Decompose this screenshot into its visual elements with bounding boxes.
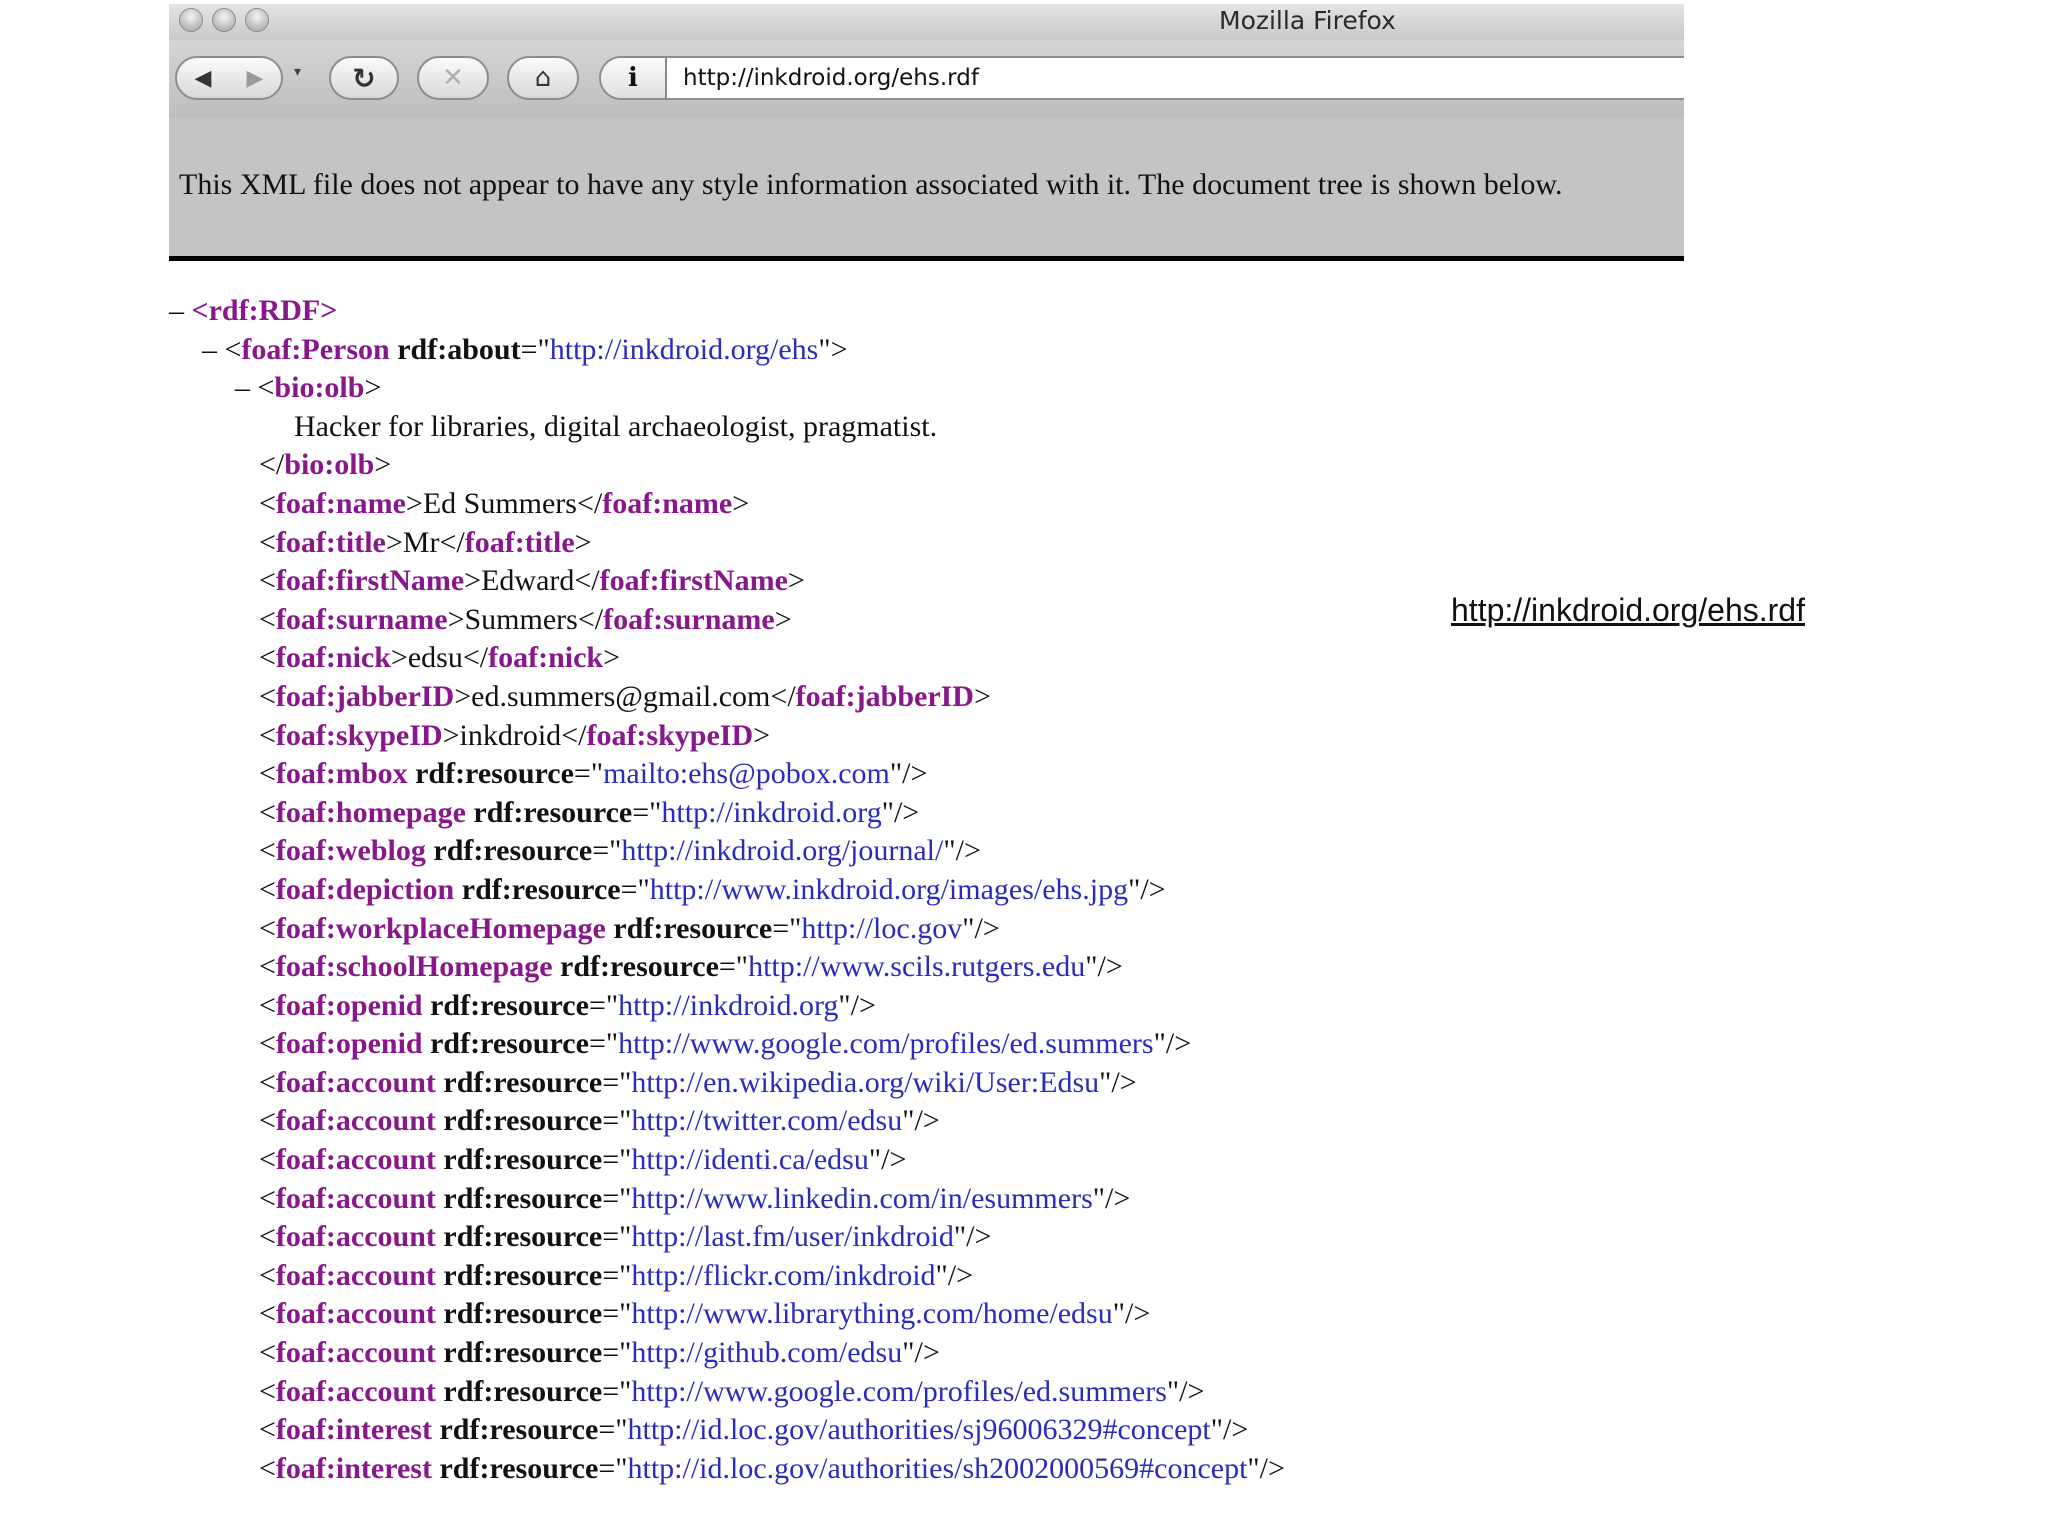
home-button[interactable] (507, 56, 579, 100)
xml-attr-name: rdf:resource (443, 1258, 603, 1292)
xml-bracket: =" (573, 757, 604, 791)
xml-close-tag-name: foaf:title (464, 525, 575, 559)
xml-resource-element-line (169, 1141, 1285, 1180)
xml-resource-element-line (169, 1373, 1285, 1412)
xml-resource-element-line (169, 1295, 1285, 1334)
xml-attr-value: http://www.inkdroid.org/images/ehs.jpg (649, 872, 1129, 906)
xml-resource-element-line (169, 871, 1285, 910)
xml-bracket: < (259, 564, 276, 598)
xml-bracket: "/> (962, 911, 1000, 945)
xml-attr-name: rdf:resource (443, 1181, 603, 1215)
xml-bracket: < (259, 1258, 276, 1292)
xml-text-element-line (169, 601, 1285, 640)
xml-text-element-line (169, 485, 1285, 524)
xml-attr-name: rdf:resource (560, 950, 719, 984)
xml-bracket: "/> (943, 834, 981, 868)
xml-space (454, 873, 462, 906)
xml-resource-element-line (169, 1411, 1285, 1450)
xml-attr-name: rdf:resource (433, 834, 593, 868)
xml-close-tag-name: foaf:skypeID (586, 718, 754, 752)
collapse-toggle[interactable]: – (235, 371, 258, 405)
xml-text-value: ed.summers@gmail.com (471, 679, 771, 713)
xml-bracket: "/> (1247, 1451, 1285, 1485)
xml-bracket: > (787, 564, 805, 598)
xml-resource-element-line (169, 1025, 1285, 1064)
xml-bracket: < (259, 757, 276, 791)
xml-bracket: < (259, 1143, 276, 1177)
xml-text-value: Ed Summers (422, 486, 577, 520)
xml-tag-name: foaf:nick (275, 641, 391, 675)
xml-tag-name: foaf:title (275, 525, 386, 559)
xml-tag-name: foaf:account (275, 1374, 436, 1408)
xml-bracket: < (259, 525, 276, 559)
xml-bracket: < (259, 872, 276, 906)
xml-attr-value: http://twitter.com/edsu (631, 1104, 903, 1138)
xml-tag-name: foaf:account (275, 1143, 436, 1177)
stop-button[interactable] (417, 56, 489, 100)
xml-attr-value: http://flickr.com/inkdroid (631, 1258, 936, 1292)
xml-bracket: < (259, 1413, 276, 1447)
xml-tag-name: foaf:account (275, 1297, 436, 1331)
xml-resource-element-line (169, 1218, 1285, 1257)
xml-document-tree (169, 292, 1285, 1488)
xml-bracket: < (259, 1065, 276, 1099)
browser-window (169, 4, 1684, 260)
xml-tag-name: foaf:workplaceHomepage (275, 911, 606, 945)
xml-attr-value: http://www.scils.rutgers.edu (748, 950, 1086, 984)
xml-tag-name: foaf:firstName (275, 564, 465, 598)
xml-bracket: =" (602, 1220, 632, 1254)
xml-attr-name: rdf:resource (439, 1413, 599, 1447)
xml-attr-value: http://inkdroid.org (618, 988, 839, 1022)
xml-bracket: < (259, 679, 276, 713)
xml-close-tag-name: foaf:firstName (599, 564, 788, 598)
xml-root-line (169, 292, 1285, 331)
xml-text-value: Summers (464, 602, 578, 636)
xml-info-message: This XML file does not appear to have any style information associated with it. The document tree is shown below. (179, 168, 1563, 201)
xml-bracket: > (574, 525, 592, 559)
xml-bracket: < (259, 988, 276, 1022)
xml-bracket: "/> (889, 757, 928, 791)
history-dropdown-icon[interactable]: ▾ (294, 64, 302, 80)
xml-bracket: =" (588, 988, 619, 1022)
xml-attr-value: http://id.loc.gov/authorities/sh2002000569#concept (627, 1451, 1248, 1485)
close-window-icon[interactable] (179, 8, 203, 32)
xml-bio-close-tag: bio:olb (284, 448, 375, 482)
xml-person-tag: foaf:Person (241, 332, 390, 366)
url-bar[interactable] (599, 56, 1684, 100)
xml-close-tag-name: foaf:surname (603, 602, 775, 636)
reload-button[interactable] (329, 56, 399, 100)
xml-attr-name: rdf:resource (443, 1143, 603, 1177)
xml-bracket: < (259, 641, 276, 675)
xml-bracket: </ (561, 718, 587, 752)
xml-bracket: "/> (902, 1336, 940, 1370)
xml-bracket: < (259, 1451, 276, 1485)
xml-tag-name: foaf:homepage (275, 795, 466, 829)
xml-bracket: =" (588, 1027, 619, 1061)
xml-bracket: =" (632, 795, 662, 829)
xml-bracket: > (405, 486, 423, 520)
xml-tag-name: foaf:jabberID (275, 679, 455, 713)
xml-attr-value: http://www.google.com/profiles/ed.summers (631, 1374, 1167, 1408)
xml-text-element-line (169, 524, 1285, 563)
xml-bracket: </ (770, 679, 796, 713)
xml-bracket: < (259, 1181, 276, 1215)
xml-tag-name: foaf:interest (275, 1451, 432, 1485)
xml-attr-value: http://www.linkedin.com/in/esummers (631, 1181, 1093, 1215)
xml-tag-name: foaf:account (275, 1220, 436, 1254)
xml-bracket: </ (462, 641, 489, 675)
xml-tag-name: foaf:openid (275, 988, 423, 1022)
xml-bracket: < (259, 486, 276, 520)
xml-resource-element-line (169, 1064, 1285, 1103)
xml-bracket: "/> (868, 1143, 907, 1177)
xml-close-tag-name: foaf:name (602, 486, 733, 520)
xml-bracket: > (774, 602, 792, 636)
xml-bracket: < (259, 1027, 276, 1061)
xml-tag-name: foaf:name (275, 486, 406, 520)
xml-attr-value: http://www.google.com/profiles/ed.summers (618, 1027, 1154, 1061)
xml-bio-close-line: </bio:olb> (259, 448, 392, 482)
xml-bracket: < (259, 1374, 276, 1408)
xml-bracket: > (390, 641, 408, 675)
xml-bracket: =" (592, 834, 622, 868)
xml-person-line: – <foaf:Person rdf:about="http://inkdroid.org/ehs"> (202, 332, 848, 366)
xml-space (408, 757, 416, 790)
xml-resource-element-line (169, 1102, 1285, 1141)
xml-space (423, 989, 431, 1022)
forward-arrow-icon[interactable]: ▶ (246, 65, 264, 91)
xml-text-element-line (169, 678, 1285, 717)
xml-bracket: </ (574, 564, 600, 598)
xml-tag-name: foaf:account (275, 1336, 436, 1370)
xml-tag-name: foaf:account (275, 1181, 436, 1215)
xml-text-value: Mr (402, 525, 440, 559)
xml-attr-name: rdf:resource (461, 872, 621, 906)
site-info-button[interactable] (601, 58, 667, 98)
xml-bracket: =" (598, 1451, 628, 1485)
xml-bio-text-line (169, 408, 1285, 447)
xml-bracket: =" (718, 950, 749, 984)
window-title: Mozilla Firefox (1219, 6, 1396, 35)
xml-text-elements (169, 485, 1285, 755)
xml-bio-text: Hacker for libraries, digital archaeologist, pragmatist. (294, 409, 938, 443)
xml-root-tag: <rdf:RDF> (191, 294, 338, 327)
xml-tag-name: foaf:depiction (275, 872, 455, 906)
xml-attr-name: rdf:resource (443, 1374, 603, 1408)
xml-bracket: < (259, 1297, 276, 1331)
xml-attr-name: rdf:resource (415, 757, 574, 791)
collapse-toggle[interactable]: – (202, 332, 225, 366)
url-input[interactable]: http://inkdroid.org/ehs.rdf (683, 65, 979, 91)
back-arrow-icon[interactable]: ◀ (194, 65, 212, 91)
xml-resource-element-line (169, 1180, 1285, 1219)
xml-bracket: =" (602, 1374, 632, 1408)
xml-bracket: > (603, 641, 621, 675)
xml-resource-element-line (169, 910, 1285, 949)
zoom-window-icon[interactable] (245, 8, 269, 32)
xml-attr-value: mailto:ehs@pobox.com (603, 757, 890, 791)
xml-bracket: < (259, 950, 276, 984)
xml-resource-element-line (169, 1334, 1285, 1373)
xml-resource-element-line (169, 755, 1285, 794)
site-info-icon: i (628, 63, 638, 93)
xml-text-element-line (169, 562, 1285, 601)
xml-attr-name: rdf:resource (430, 1027, 589, 1061)
xml-bracket: =" (602, 1065, 632, 1099)
xml-bracket: > (753, 718, 771, 752)
xml-attr-name: rdf:resource (439, 1451, 599, 1485)
xml-bracket: </ (576, 486, 603, 520)
xml-bracket: "/> (838, 988, 876, 1022)
xml-attr-name: rdf:about (397, 332, 521, 366)
xml-bio-tag: bio:olb (274, 371, 365, 405)
xml-bracket: =" (602, 1104, 632, 1138)
xml-tag-name: foaf:surname (275, 602, 448, 636)
xml-bracket: =" (772, 911, 802, 945)
xml-attr-name: rdf:resource (473, 795, 633, 829)
xml-tag-name: foaf:interest (275, 1413, 432, 1447)
xml-bracket: "/> (1128, 872, 1166, 906)
xml-bracket: "/> (953, 1220, 992, 1254)
xml-bracket: < (259, 795, 276, 829)
xml-attr-name: rdf:resource (443, 1220, 603, 1254)
xml-resource-element-line (169, 832, 1285, 871)
xml-bracket: "/> (902, 1104, 940, 1138)
xml-bracket: "/> (881, 795, 920, 829)
xml-bracket: </ (439, 525, 465, 559)
back-forward-buttons[interactable] (175, 56, 283, 100)
xml-bracket: "/> (1153, 1027, 1192, 1061)
xml-tag-name: foaf:weblog (275, 834, 426, 868)
xml-attr-value: http://inkdroid.org/journal/ (621, 834, 944, 868)
xml-tag-name: foaf:mbox (275, 757, 408, 791)
xml-attr-name: rdf:resource (430, 988, 589, 1022)
xml-bracket: =" (598, 1413, 628, 1447)
xml-bracket: =" (602, 1181, 632, 1215)
xml-bracket: </ (577, 602, 604, 636)
xml-bracket: "/> (1085, 950, 1123, 984)
xml-attr-value: http://inkdroid.org/ehs (549, 332, 819, 366)
xml-space (553, 950, 561, 983)
navigation-toolbar (169, 40, 1684, 118)
xml-tag-name: foaf:schoolHomepage (275, 950, 553, 984)
xml-close-tag-name: foaf:jabberID (795, 679, 974, 713)
xml-text-element-line (169, 717, 1285, 756)
xml-resource-element-line (169, 987, 1285, 1026)
xml-bracket: < (259, 1104, 276, 1138)
xml-bracket: =" (602, 1258, 632, 1292)
xml-bracket: "/> (1210, 1413, 1249, 1447)
xml-bracket: < (259, 1336, 276, 1370)
xml-bracket: "/> (1166, 1374, 1205, 1408)
xml-resource-element-line (169, 794, 1285, 833)
xml-attr-value: http://id.loc.gov/authorities/sj96006329#concept (627, 1413, 1211, 1447)
xml-text-value: Edward (481, 564, 575, 598)
xml-resource-element-line (169, 948, 1285, 987)
xml-resource-element-line (169, 1257, 1285, 1296)
xml-bracket: > (447, 602, 465, 636)
xml-attr-value: http://last.fm/user/inkdroid (631, 1220, 954, 1254)
xml-attr-name: rdf:resource (443, 1297, 603, 1331)
xml-tag-name: foaf:account (275, 1104, 436, 1138)
xml-attr-name: rdf:resource (443, 1336, 603, 1370)
xml-tag-name: foaf:openid (275, 1027, 423, 1061)
xml-bracket: "/> (1099, 1065, 1137, 1099)
collapse-toggle[interactable]: – (169, 294, 192, 327)
xml-bracket: < (259, 834, 276, 868)
xml-attr-value: http://inkdroid.org (661, 795, 882, 829)
xml-bracket: > (442, 718, 460, 752)
xml-attr-name: rdf:resource (613, 911, 773, 945)
xml-bio-open-line: – <bio:olb> (235, 371, 382, 405)
xml-bracket: "/> (1092, 1181, 1131, 1215)
xml-attr-value: http://identi.ca/edsu (631, 1143, 869, 1177)
xml-text-value: edsu (407, 641, 463, 675)
xml-tag-name: foaf:account (275, 1258, 436, 1292)
xml-bracket: =" (602, 1297, 632, 1331)
xml-bracket: < (259, 1220, 276, 1254)
xml-bracket: =" (602, 1336, 632, 1370)
xml-bracket: =" (602, 1143, 632, 1177)
xml-attr-value: http://github.com/edsu (631, 1336, 903, 1370)
xml-attr-name: rdf:resource (443, 1104, 603, 1138)
xml-resource-element-line (169, 1450, 1285, 1489)
xml-attr-value: http://www.librarything.com/home/edsu (631, 1297, 1113, 1331)
xml-bracket: > (464, 564, 482, 598)
xml-space (423, 1027, 431, 1060)
xml-attr-value: http://en.wikipedia.org/wiki/User:Edsu (631, 1065, 1100, 1099)
xml-bracket: > (385, 525, 403, 559)
stop-icon: ✕ (442, 63, 464, 93)
xml-bracket: "/> (1112, 1297, 1151, 1331)
xml-bracket: =" (620, 872, 650, 906)
xml-bracket: < (259, 718, 276, 752)
xml-resource-elements (169, 755, 1285, 1488)
xml-attr-value: http://loc.gov (801, 911, 963, 945)
xml-info-banner (169, 118, 1684, 261)
title-bar (169, 4, 1684, 40)
xml-tag-name: foaf:skypeID (275, 718, 443, 752)
xml-bracket: "/> (935, 1258, 974, 1292)
xml-bracket: > (732, 486, 750, 520)
minimize-window-icon[interactable] (212, 8, 236, 32)
xml-bracket: < (259, 911, 276, 945)
home-icon: ⌂ (534, 63, 552, 93)
reload-icon: ↻ (352, 61, 376, 95)
rdf-file-link[interactable]: http://inkdroid.org/ehs.rdf (1451, 592, 1805, 628)
xml-bracket: < (259, 602, 276, 636)
xml-attr-name: rdf:resource (443, 1065, 603, 1099)
xml-text-value: inkdroid (459, 718, 562, 752)
xml-text-element-line (169, 639, 1285, 678)
xml-bracket: > (454, 679, 472, 713)
xml-close-tag-name: foaf:nick (488, 641, 604, 675)
xml-tag-name: foaf:account (275, 1065, 436, 1099)
xml-bracket: > (973, 679, 991, 713)
